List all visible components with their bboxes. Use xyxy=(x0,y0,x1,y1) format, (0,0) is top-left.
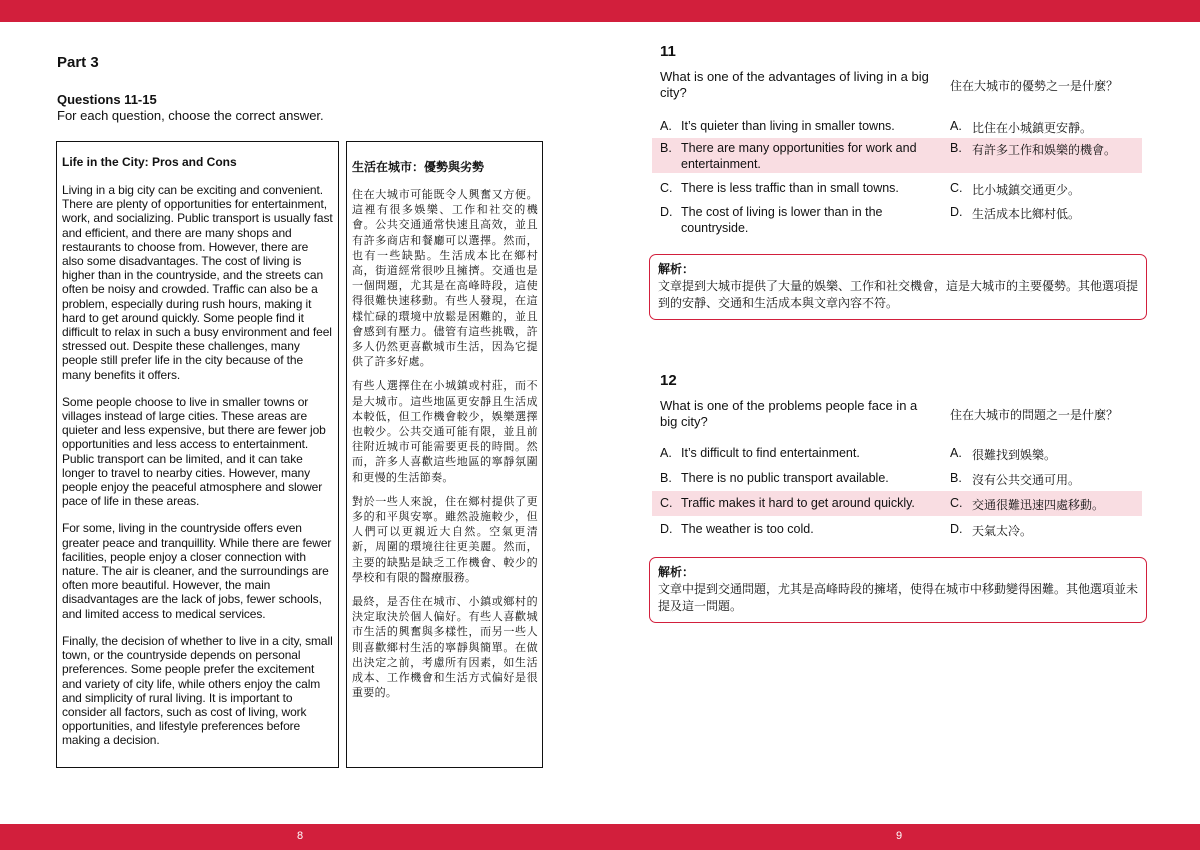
instruction-text: For each question, choose the correct answer. xyxy=(57,108,324,123)
option-letter-zh: D. xyxy=(950,205,963,219)
option-letter-zh: A. xyxy=(950,446,962,460)
top-red-band xyxy=(0,0,1200,22)
option-text-en: The weather is too cold. xyxy=(681,522,814,536)
option-d[interactable] xyxy=(652,203,1142,238)
passage-paragraph: Finally, the decision of whether to live in a city, small town, or the countryside depends on personal preferences. Some people prefer the excitement and variety of city life, while others enjoy the calm and simplicity of rural living. It is important to consider all factors, such as cost of living, work opportunities, and lifestyle preferences before making a decision. xyxy=(62,633,333,748)
question-number: 11 xyxy=(660,43,676,60)
option-letter-zh: A. xyxy=(950,119,962,133)
option-letter: A. xyxy=(660,119,672,133)
option-text-en: Traffic makes it hard to get around quickly. xyxy=(681,496,915,510)
passage-paragraph: For some, living in the countryside offers even greater peace and tranquillity. While there are fewer facilities, people enjoy a closer connection with nature. The air is cleaner, and the surroundings are often more beautiful. However, the main disadvantages are the lack of jobs, fewer schools, and limited access to medical services. xyxy=(62,521,332,621)
option-text-en: It’s quieter than living in smaller towns. xyxy=(681,119,895,133)
question-number: 12 xyxy=(660,372,677,389)
option-text-en: There is no public transport available. xyxy=(681,471,889,485)
option-letter: D. xyxy=(660,205,673,219)
option-text-zh: 天氣太冷。 xyxy=(972,524,1033,538)
option-text-zh: 比小城鎮交通更少。 xyxy=(972,183,1081,197)
explanation-text: 文章中提到交通問題，尤其是高峰時段的擁堵，使得在城市中移動變得困難。其他選項並未提及這一問題。 xyxy=(658,582,1139,613)
page-number-left: 8 xyxy=(297,830,304,842)
question-text-en: What is one of the advantages of living in a big city? xyxy=(660,69,929,100)
option-letter-zh: D. xyxy=(950,522,963,536)
questions-heading: Questions 11-15 xyxy=(57,92,157,107)
option-text-zh: 比住在小城鎮更安靜。 xyxy=(972,121,1093,135)
option-c-correct[interactable] xyxy=(652,491,1142,516)
option-letter: C. xyxy=(660,181,673,195)
option-text-en: It’s difficult to find entertainment. xyxy=(681,446,860,460)
explanation-box-12 xyxy=(649,557,1147,623)
option-text-en: There are many opportunities for work and entertainment. xyxy=(681,141,917,171)
option-a[interactable] xyxy=(652,444,1142,464)
chinese-reading-passage xyxy=(346,141,543,768)
option-text-zh: 交通很難迅速四處移動。 xyxy=(972,498,1105,512)
part-title: Part 3 xyxy=(57,54,99,71)
option-text-zh: 很難找到娛樂。 xyxy=(972,448,1057,462)
option-c[interactable] xyxy=(652,179,1142,199)
page-number-right: 9 xyxy=(896,830,903,842)
english-reading-passage xyxy=(56,141,339,768)
passage-paragraph: Living in a big city can be exciting and convenient. There are plenty of opportunities for entertainment, work, and socializing. Public transport is usually fast and efficient, and there are many shops and restaurants to choose from. However, there are also some disadvantages. The cost of living is higher than in the countryside, and the streets can often be noisy and crowded. Traffic can also be a problem, especially during rush hours, making it hard to get around quickly. Some people find it difficult to relax in such a busy environment and feel stressed out. Despite these challenges, many people still prefer life in the city because of the many benefits it offers. xyxy=(62,183,333,382)
option-text-zh: 有許多工作和娛樂的機會。 xyxy=(972,143,1117,157)
passage-paragraph-zh: 有些人選擇住在小城鎮或村莊，而不是大城市。這些地區更安靜且生活成本較低，但工作機會較少，娛樂選擇也較少。公共交通可能有限，並且前往附近城市可能需要更長的時間。然而，許多人喜歡這些地區的寧靜氛圍和更慢的生活節奏。 xyxy=(352,379,538,484)
option-letter: C. xyxy=(660,496,673,510)
option-text-en: There is less traffic than in small towns. xyxy=(681,181,899,195)
option-letter: A. xyxy=(660,446,672,460)
option-letter-zh: B. xyxy=(950,141,962,155)
option-letter-zh: B. xyxy=(950,471,962,485)
option-text-en: The cost of living is lower than in the countryside. xyxy=(681,205,883,235)
option-letter: D. xyxy=(660,522,673,536)
option-text-zh: 沒有公共交通可用。 xyxy=(972,473,1081,487)
passage-title: Life in the City: Pros and Cons xyxy=(62,155,237,169)
option-letter: B. xyxy=(660,471,672,485)
option-b[interactable] xyxy=(652,469,1142,489)
passage-title-zh: 生活在城市：優勢與劣勢 xyxy=(352,160,485,174)
bottom-red-band xyxy=(0,824,1200,850)
question-text-en: What is one of the problems people face in a big city? xyxy=(660,398,918,429)
option-b-correct[interactable] xyxy=(652,138,1142,173)
option-letter-zh: C. xyxy=(950,496,963,510)
passage-paragraph-zh: 對於一些人來說，住在鄉村提供了更多的和平與安寧。雖然設施較少，但人們可以更親近大自然。空氣更清新，周圍的環境往往更美麗。然而，主要的缺點是缺乏工作機會、較少的學校和有限的醫療服務。 xyxy=(352,494,538,584)
option-letter: B. xyxy=(660,141,672,155)
explanation-label: 解析： xyxy=(658,565,695,579)
question-text-zh: 住在大城市的問題之一是什麼？ xyxy=(950,408,1119,422)
passage-paragraph-zh: 最終，是否住在城市、小鎮或鄉村的決定取決於個人偏好。有些人喜歡城市生活的興奮與多樣性，而另一些人則喜歡鄉村生活的寧靜與簡單。在做出決定之前，考慮所有因素，如生活成本、工作機會和生活方式偏好是很重要的。 xyxy=(352,595,538,700)
option-d[interactable] xyxy=(652,520,1142,540)
explanation-text: 文章提到大城市提供了大量的娛樂、工作和社交機會，這是大城市的主要優勢。其他選項提到的安靜、交通和生活成本與文章內容不符。 xyxy=(658,279,1139,310)
passage-paragraph-zh: 住在大城市可能既令人興奮又方便。這裡有很多娛樂、工作和社交的機會。公共交通通常快速且高效，並且有許多商店和餐廳可以選擇。然而，也有一些缺點。生活成本比在鄉村高，街道經常很吵且擁擠。交通也是一個問題，尤其是在高峰時段，這使得很難快速移動。有些人發現，在這樣忙碌的環境中放鬆是困難的，並且會感到有壓力。儘管有這些挑戰，許多人仍然更喜歡城市生活，因為它提供了許多好處。 xyxy=(352,188,538,369)
explanation-box-11 xyxy=(649,254,1147,320)
explanation-label: 解析： xyxy=(658,262,695,276)
option-a[interactable] xyxy=(652,117,1142,137)
option-text-zh: 生活成本比鄉村低。 xyxy=(972,207,1081,221)
passage-paragraph: Some people choose to live in smaller towns or villages instead of large cities. These areas are quieter and less expensive, but there are fewer job opportunities and less access to entertainment. Public transport can be limited, and it can take longer to travel to nearby cities. However, many people enjoy the peaceful atmosphere and slower pace of life in these areas. xyxy=(62,394,326,509)
question-text-zh: 住在大城市的優勢之一是什麼？ xyxy=(950,79,1119,93)
option-letter-zh: C. xyxy=(950,181,963,195)
